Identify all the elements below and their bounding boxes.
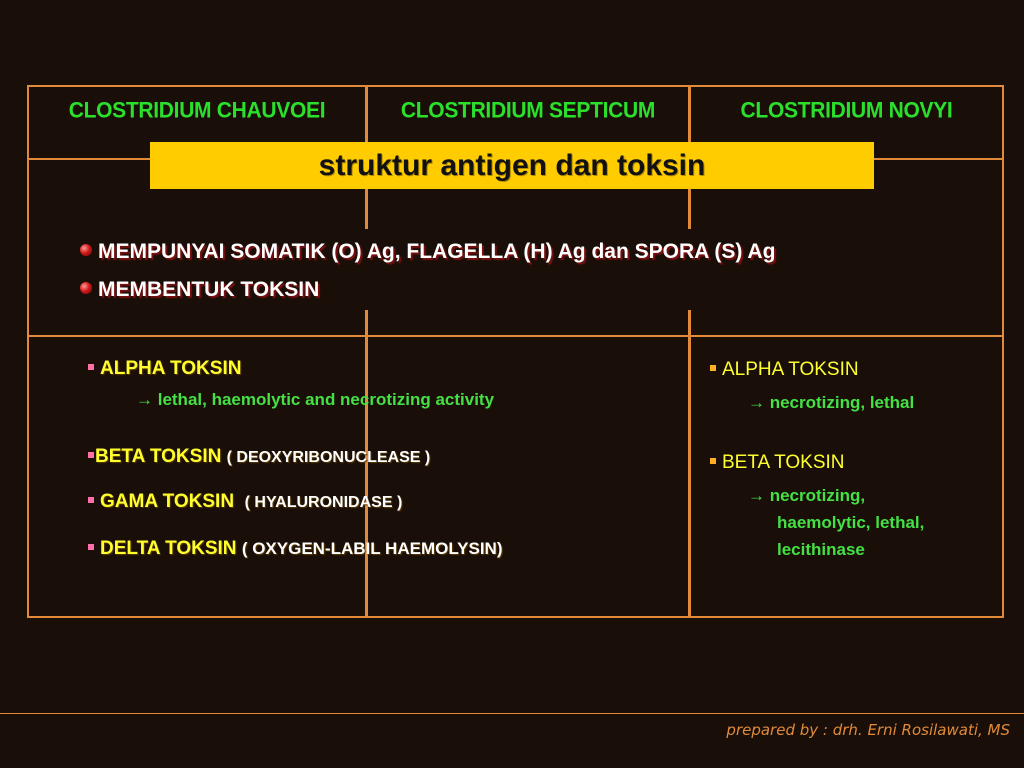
- square-bullet-icon: [88, 544, 94, 550]
- right-beta-toxin: [710, 452, 845, 474]
- right-alpha-toxin: [710, 359, 859, 381]
- left-beta-toxin-label: BETA TOKSIN: [95, 446, 222, 467]
- grid-left-border: [27, 85, 29, 618]
- grid-divider-1-seg-a: [365, 189, 368, 229]
- right-alpha-detail: → necrotizing, lethal: [748, 393, 915, 412]
- left-beta-toxin: [88, 446, 430, 468]
- footer-credit: prepared by : drh. Erni Rosilawati, MS: [726, 721, 1010, 739]
- right-alpha-toxin-label: ALPHA TOKSIN: [722, 359, 859, 380]
- left-alpha-toxin-label: ALPHA TOKSIN: [100, 358, 242, 379]
- grid-bottom-border: [27, 616, 1004, 618]
- right-beta-detail-2: haemolytic, lethal,: [777, 513, 925, 532]
- general-item-text: MEMPUNYAI SOMATIK (O) Ag, FLAGELLA (H) Ag dan SPORA (S) Ag: [98, 240, 776, 263]
- header-clostridium-septicum: CLOSTRIDIUM SEPTICUM: [400, 98, 656, 123]
- general-item-toksin: [80, 278, 319, 302]
- left-beta-toxin-detail: ( DEOXYRIBONUCLEASE ): [226, 449, 431, 466]
- left-gama-toxin-detail: ( HYALURONIDASE ): [244, 494, 403, 511]
- right-beta-detail-1: → necrotizing,: [748, 486, 866, 505]
- square-bullet-icon: [88, 452, 94, 458]
- general-item-somatik: [80, 240, 775, 264]
- left-gama-toxin-label: GAMA TOKSIN: [100, 491, 235, 512]
- header-clostridium-chauvoei: CLOSTRIDIUM CHAUVOEI: [68, 98, 326, 123]
- red-ball-bullet-icon: [80, 244, 92, 256]
- banner-title: struktur antigen dan toksin: [150, 142, 874, 189]
- red-ball-bullet-icon: [80, 282, 92, 294]
- footer-divider: [0, 713, 1024, 714]
- left-delta-toxin: [88, 538, 503, 560]
- header-clostridium-novyi: CLOSTRIDIUM NOVYI: [740, 98, 953, 123]
- left-alpha-detail: → lethal, haemolytic and necrotizing activity: [136, 390, 495, 409]
- left-alpha-toxin: [88, 358, 241, 380]
- right-beta-toxin-label: BETA TOKSIN: [722, 452, 845, 473]
- square-bullet-icon: [710, 365, 716, 371]
- square-bullet-icon: [710, 458, 716, 464]
- square-bullet-icon: [88, 364, 94, 370]
- left-delta-toxin-detail: ( OXYGEN-LABIL HAEMOLYSIN): [241, 539, 503, 558]
- grid-right-border: [1002, 85, 1004, 618]
- left-delta-toxin-label: DELTA TOKSIN: [100, 538, 237, 559]
- square-bullet-icon: [88, 497, 94, 503]
- grid-row2-bottom-border: [27, 335, 1004, 337]
- right-beta-detail-3: lecithinase: [777, 540, 865, 559]
- grid-divider-2-seg-a: [688, 189, 691, 229]
- grid-divider-2-seg-b: [688, 310, 691, 618]
- general-item-text: MEMBENTUK TOKSIN: [98, 278, 320, 301]
- left-gama-toxin: [88, 491, 402, 513]
